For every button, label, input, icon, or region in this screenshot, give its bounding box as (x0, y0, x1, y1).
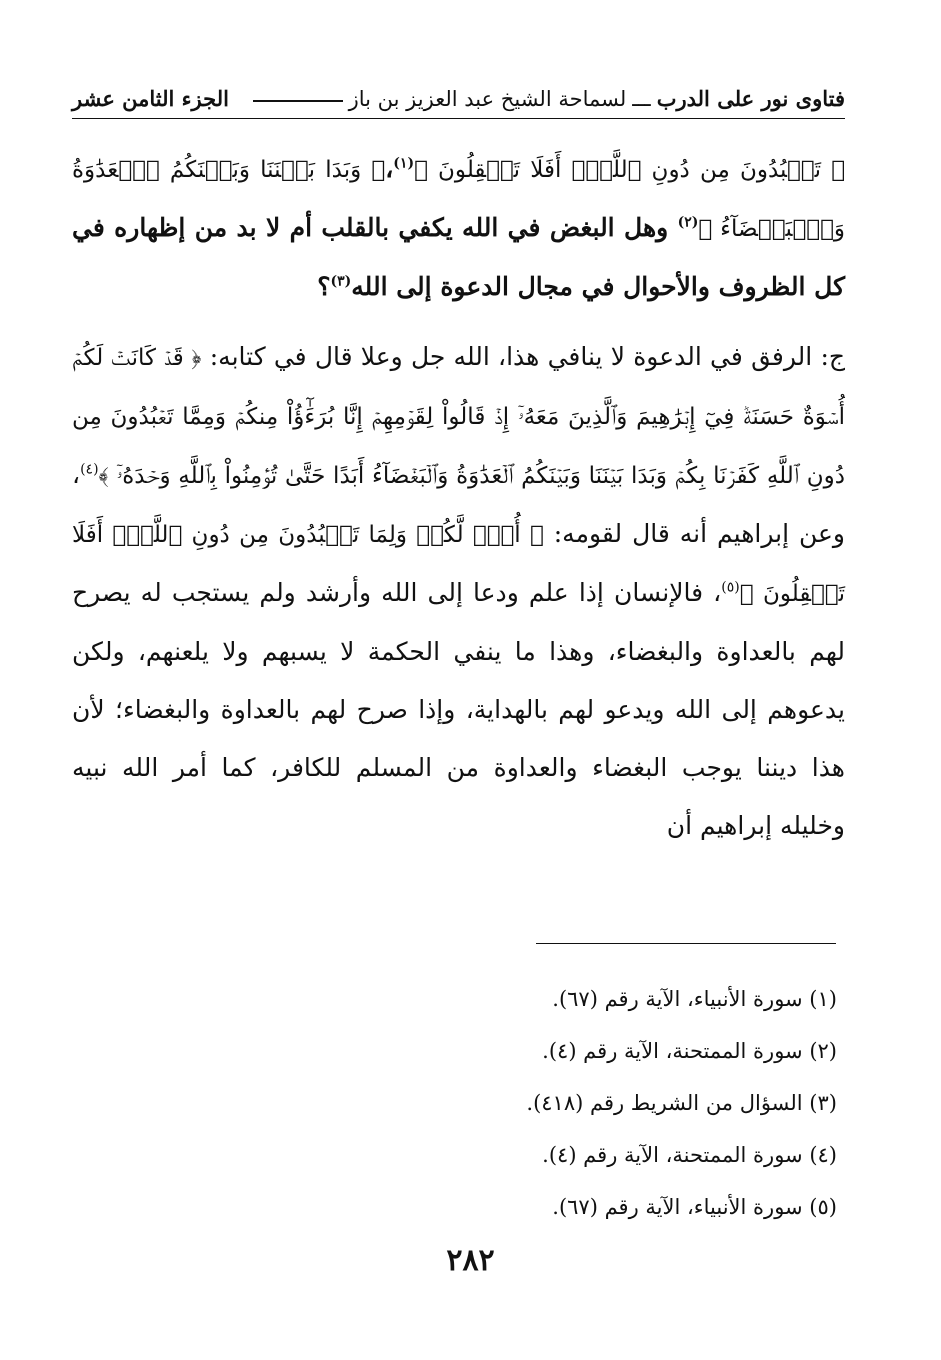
footnote-ref-4: (٤) (80, 461, 99, 478)
header-rule (72, 118, 845, 119)
header-dash: ـــ (632, 87, 651, 111)
header-title-group (247, 84, 845, 114)
footnote-2: (٢) سورة الممتحنة، الآية رقم (٤). (542, 1039, 837, 1063)
answer-mid: ، وعن إبراهيم أنه قال لقومه: (72, 460, 845, 548)
footnote-ref-5: (٥) (721, 579, 740, 596)
footnote-5: (٥) سورة الأنبياء، الآية رقم (٦٧). (552, 1195, 837, 1219)
footnotes (72, 973, 837, 1233)
quran-verse-1: ﴿ تَعۡبُدُونَ مِن دُونِ ٱللَّهِۚ أَفَلَا تَعۡقِلُونَ ﴾ (414, 157, 845, 183)
main-text (72, 140, 845, 855)
quran-verse-2: ﴿ وَبَدَا بَيۡنَنَا وَبَيۡنَكُمُ ٱلۡعَدَٰوَةُ وَٱلۡبَغۡضَآءُ ﴾ (72, 157, 845, 242)
footnote-1: (١) سورة الأنبياء، الآية رقم (٦٧). (552, 987, 837, 1011)
footnote-separator (536, 943, 836, 944)
paragraph-spacer (72, 316, 845, 328)
answer-rest: ، فالإنسان إذا علم ودعا إلى الله وأرشد ولم يستجب له يصرح لهم بالعداوة والبغضاء، وهذا ما ينفي الحكمة لا يسبهم ولا يلعنهم، ولكن يدعوهم إلى الله ويدعو لهم بالهداية، وإذا صرح لهم بالعداوة والبغضاء؛ لأن هذا ديننا يوجب البغضاء والعداوة من المسلم للكافر، كما أمر الله نبيه وخليله إبراهيم أن (72, 578, 845, 840)
quran-verse-4: ﴿ أُفّٖ لَّكُمۡ وَلِمَا تَعۡبُدُونَ مِن دُونِ ٱللَّهِۚ أَفَلَا تَعۡقِلُونَ ﴾ (72, 522, 845, 607)
book-series-title: فتاوى نور على الدرب (656, 86, 845, 111)
header-line (253, 100, 343, 102)
question-text: وهل البغض في الله يكفي بالقلب أم لا بد من إظهاره في كل الظروف والأحوال في مجال الدعوة إلى الله (72, 213, 845, 301)
footnote-ref-2: (٢) (677, 214, 699, 231)
footnote-4: (٤) سورة الممتحنة، الآية رقم (٤). (542, 1143, 837, 1167)
answer-intro: ج: الرفق في الدعوة لا ينافي هذا، الله جل وعلا قال في كتابه: (209, 342, 846, 371)
question-mark: ؟ (317, 272, 331, 301)
page-number: ٢٨٢ (446, 1243, 495, 1278)
part-label: الجزء الثامن عشر (72, 86, 229, 111)
footnote-ref-3: (٣) (330, 273, 352, 290)
quran-verse-3: ﴿ قَدۡ كَانَتۡ لَكُمۡ أُسۡوَةٌ حَسَنَةٞ فِيٓ إِبۡرَٰهِيمَ وَٱلَّذِينَ مَعَهُۥٓ إِذۡ قَالُواْ لِقَوۡمِهِمۡ إِنَّا بُرَءَٰٓؤُاْ مِنكُمۡ وَمِمَّا تَعۡبُدُونَ مِن دُونِ ٱللَّهِ كَفَرۡنَا بِكُمۡ وَبَدَا بَيۡنَنَا وَبَيۡنَكُمُ ٱلۡعَدَٰوَةُ وَٱلۡبَغۡضَآءُ أَبَدًا حَتَّىٰ تُؤۡمِنُواْ بِٱللَّهِ وَحۡدَهُۥٓ ﴾ (72, 345, 845, 489)
footnote-3: (٣) السؤال من الشريط رقم (٤١٨). (526, 1091, 837, 1115)
author-line: لسماحة الشيخ عبد العزيز بن باز (348, 87, 627, 111)
question-comma: ، (385, 154, 394, 183)
question-paragraph (72, 140, 845, 316)
running-header (72, 84, 845, 114)
footnote-ref-1: (١) (393, 155, 415, 172)
answer-paragraph (72, 328, 845, 855)
